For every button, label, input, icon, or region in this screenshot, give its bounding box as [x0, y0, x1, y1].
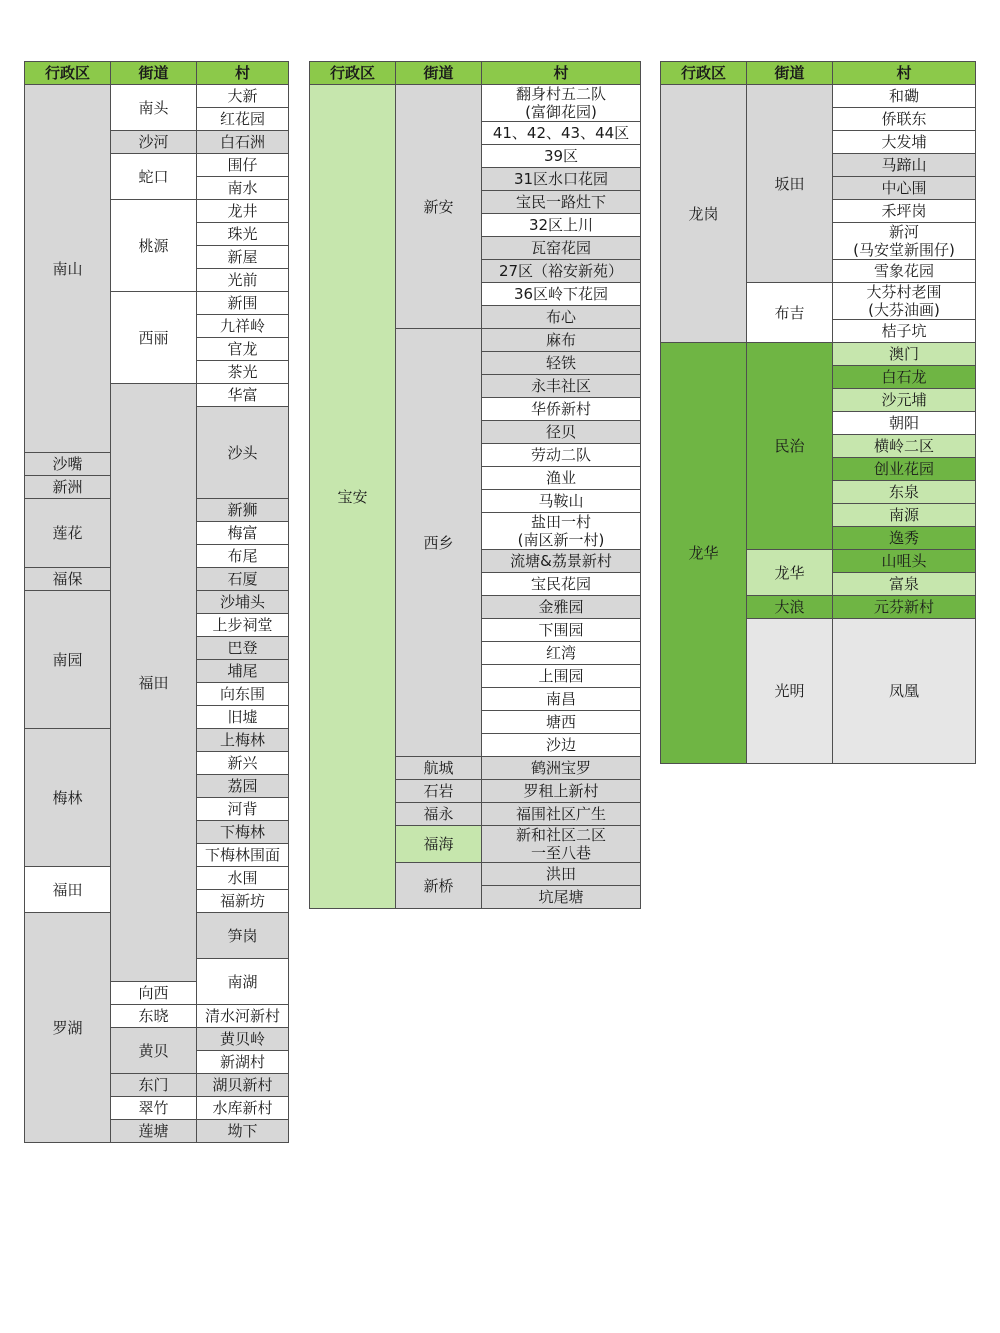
- village: 巴登: [197, 637, 289, 660]
- village: 39区: [482, 145, 641, 168]
- district-baoan: 宝安: [310, 85, 396, 909]
- street-shekou: 蛇口: [111, 154, 197, 200]
- street-cuizhu: 翠竹: [111, 1097, 197, 1120]
- village: 红湾: [482, 642, 641, 665]
- header-village: 村: [197, 62, 289, 85]
- street-bantian: 坂田: [747, 85, 833, 283]
- header-street: 街道: [111, 62, 197, 85]
- village: 盐田一村 (南区新一村): [482, 513, 641, 550]
- street-meilin: 梅林: [25, 729, 111, 867]
- street-dongxiao: 东晓: [111, 1005, 197, 1028]
- village: 龙井: [197, 200, 289, 223]
- village: 向西: [111, 982, 197, 1005]
- village: 光前: [197, 269, 289, 292]
- street-dalang: 大浪: [747, 596, 833, 619]
- street-xili: 西丽: [111, 292, 197, 384]
- district-table-2: [309, 61, 641, 909]
- street-fubao: 福保: [25, 568, 111, 591]
- district-table-1: [24, 61, 289, 1143]
- street-longhua: 龙华: [747, 550, 833, 596]
- village: 轻铁: [482, 352, 641, 375]
- village: 瓦窑花园: [482, 237, 641, 260]
- street-nanyuan: 南园: [25, 591, 111, 729]
- village: 南水: [197, 177, 289, 200]
- header-district: 行政区: [661, 62, 747, 85]
- village: 新围: [197, 292, 289, 315]
- district-luohu: 罗湖: [25, 913, 111, 1143]
- street-buji: 布吉: [747, 283, 833, 343]
- header-district: 行政区: [310, 62, 396, 85]
- village: 下围园: [482, 619, 641, 642]
- street-taoyuan: 桃源: [111, 200, 197, 292]
- street-liantang: 莲塘: [111, 1120, 197, 1143]
- village: 马蹄山: [833, 154, 976, 177]
- village: 坑尾塘: [482, 886, 641, 909]
- village: 沙边: [482, 734, 641, 757]
- street-futian: 福田: [25, 867, 111, 913]
- village: 侨联东: [833, 108, 976, 131]
- village: 官龙: [197, 338, 289, 361]
- village: 鹤洲宝罗: [482, 757, 641, 780]
- village: 湖贝新村: [197, 1074, 289, 1097]
- header-street: 街道: [396, 62, 482, 85]
- village: 禾坪岗: [833, 200, 976, 223]
- street-huangbei: 黄贝: [111, 1028, 197, 1074]
- street-nantou: 南头: [111, 85, 197, 131]
- district-table-3: [660, 61, 976, 764]
- street-xixiang: 西乡: [396, 329, 482, 757]
- village: 清水河新村: [197, 1005, 289, 1028]
- street-hangcheng: 航城: [396, 757, 482, 780]
- village: 洪田: [482, 863, 641, 886]
- village: 红花园: [197, 108, 289, 131]
- header-street: 街道: [747, 62, 833, 85]
- village: 沙元埔: [833, 389, 976, 412]
- village: 南昌: [482, 688, 641, 711]
- village: 翻身村五二队 (富御花园): [482, 85, 641, 122]
- village: 坳下: [197, 1120, 289, 1143]
- village: 径贝: [482, 421, 641, 444]
- village: 金雅园: [482, 596, 641, 619]
- village: 永丰社区: [482, 375, 641, 398]
- village: 上围园: [482, 665, 641, 688]
- village: 荔园: [197, 775, 289, 798]
- village: 沙埔头: [197, 591, 289, 614]
- district-longgang: 龙岗: [661, 85, 747, 343]
- street-fenghuang: 凤凰: [833, 619, 976, 764]
- header-village: 村: [482, 62, 641, 85]
- village: 布心: [482, 306, 641, 329]
- village: 九祥岭: [197, 315, 289, 338]
- village: 宝民一路灶下: [482, 191, 641, 214]
- village: 36区岭下花园: [482, 283, 641, 306]
- village: 东泉: [833, 481, 976, 504]
- village: 大发埔: [833, 131, 976, 154]
- village: 渔业: [482, 467, 641, 490]
- village: 罗租上新村: [482, 780, 641, 803]
- village: 新屋: [197, 246, 289, 269]
- village: 劳动二队: [482, 444, 641, 467]
- street-shahe: 沙河: [111, 131, 197, 154]
- village: 梅富: [197, 522, 289, 545]
- street-sungang: 笋岗: [197, 913, 289, 959]
- village: 福新坊: [197, 890, 289, 913]
- village: 白石龙: [833, 366, 976, 389]
- village: 茶光: [197, 361, 289, 384]
- village: 埔尾: [197, 660, 289, 683]
- village: 围仔: [197, 154, 289, 177]
- village: 创业花园: [833, 458, 976, 481]
- village: 上梅林: [197, 729, 289, 752]
- village: 华侨新村: [482, 398, 641, 421]
- street-fuyong: 福永: [396, 803, 482, 826]
- village: 上步祠堂: [197, 614, 289, 637]
- village: 水库新村: [197, 1097, 289, 1120]
- village: 31区水口花园: [482, 168, 641, 191]
- district-nanshan: 南山: [25, 85, 111, 453]
- village: 41、42、43、44区: [482, 122, 641, 145]
- village: 下梅林: [197, 821, 289, 844]
- village: 旧墟: [197, 706, 289, 729]
- street-shiyan: 石岩: [396, 780, 482, 803]
- village: 和磡: [833, 85, 976, 108]
- village: 大芬村老围 (大芬油画): [833, 283, 976, 320]
- village: 塘西: [482, 711, 641, 734]
- village: 白石洲: [197, 131, 289, 154]
- village: 逸秀: [833, 527, 976, 550]
- header-village: 村: [833, 62, 976, 85]
- village: 河背: [197, 798, 289, 821]
- village: 南源: [833, 504, 976, 527]
- village: 马鞍山: [482, 490, 641, 513]
- village: 麻布: [482, 329, 641, 352]
- district-longhua: 龙华: [661, 343, 747, 764]
- street-nanhu: 南湖: [197, 959, 289, 1005]
- village: 桔子坑: [833, 320, 976, 343]
- street-dongmen: 东门: [111, 1074, 197, 1097]
- village: 新狮: [197, 499, 289, 522]
- village: 新河 (马安堂新围仔): [833, 223, 976, 260]
- header-district: 行政区: [25, 62, 111, 85]
- village: 27区（裕安新苑）: [482, 260, 641, 283]
- village: 横岭二区: [833, 435, 976, 458]
- village: 朝阳: [833, 412, 976, 435]
- village: 新湖村: [197, 1051, 289, 1074]
- village: 新洲: [25, 476, 111, 499]
- village: 山咀头: [833, 550, 976, 573]
- village: 石厦: [197, 568, 289, 591]
- village: 向东围: [197, 683, 289, 706]
- village: 雪象花园: [833, 260, 976, 283]
- village: 水围: [197, 867, 289, 890]
- village: 福围社区广生: [482, 803, 641, 826]
- street-huafu: 华富: [197, 384, 289, 407]
- street-lianhua: 莲花: [25, 499, 111, 568]
- street-shatou: 沙头: [197, 407, 289, 499]
- village: 新和社区二区 一至八巷: [482, 826, 641, 863]
- village: 沙嘴: [25, 453, 111, 476]
- village: 黄贝岭: [197, 1028, 289, 1051]
- village: 新兴: [197, 752, 289, 775]
- district-futian: 福田: [111, 384, 197, 982]
- village: 珠光: [197, 223, 289, 246]
- street-xinan: 新安: [396, 85, 482, 329]
- village: 布尾: [197, 545, 289, 568]
- street-minzhi: 民治: [747, 343, 833, 550]
- village: 富泉: [833, 573, 976, 596]
- village: 宝民花园: [482, 573, 641, 596]
- village: 元芬新村: [833, 596, 976, 619]
- street-fuhai: 福海: [396, 826, 482, 863]
- village: 大新: [197, 85, 289, 108]
- village: 流塘&荔景新村: [482, 550, 641, 573]
- street-xinqiao: 新桥: [396, 863, 482, 909]
- village: 澳门: [833, 343, 976, 366]
- village: 中心围: [833, 177, 976, 200]
- district-guangming: 光明: [747, 619, 833, 764]
- village: 32区上川: [482, 214, 641, 237]
- village: 下梅林围面: [197, 844, 289, 867]
